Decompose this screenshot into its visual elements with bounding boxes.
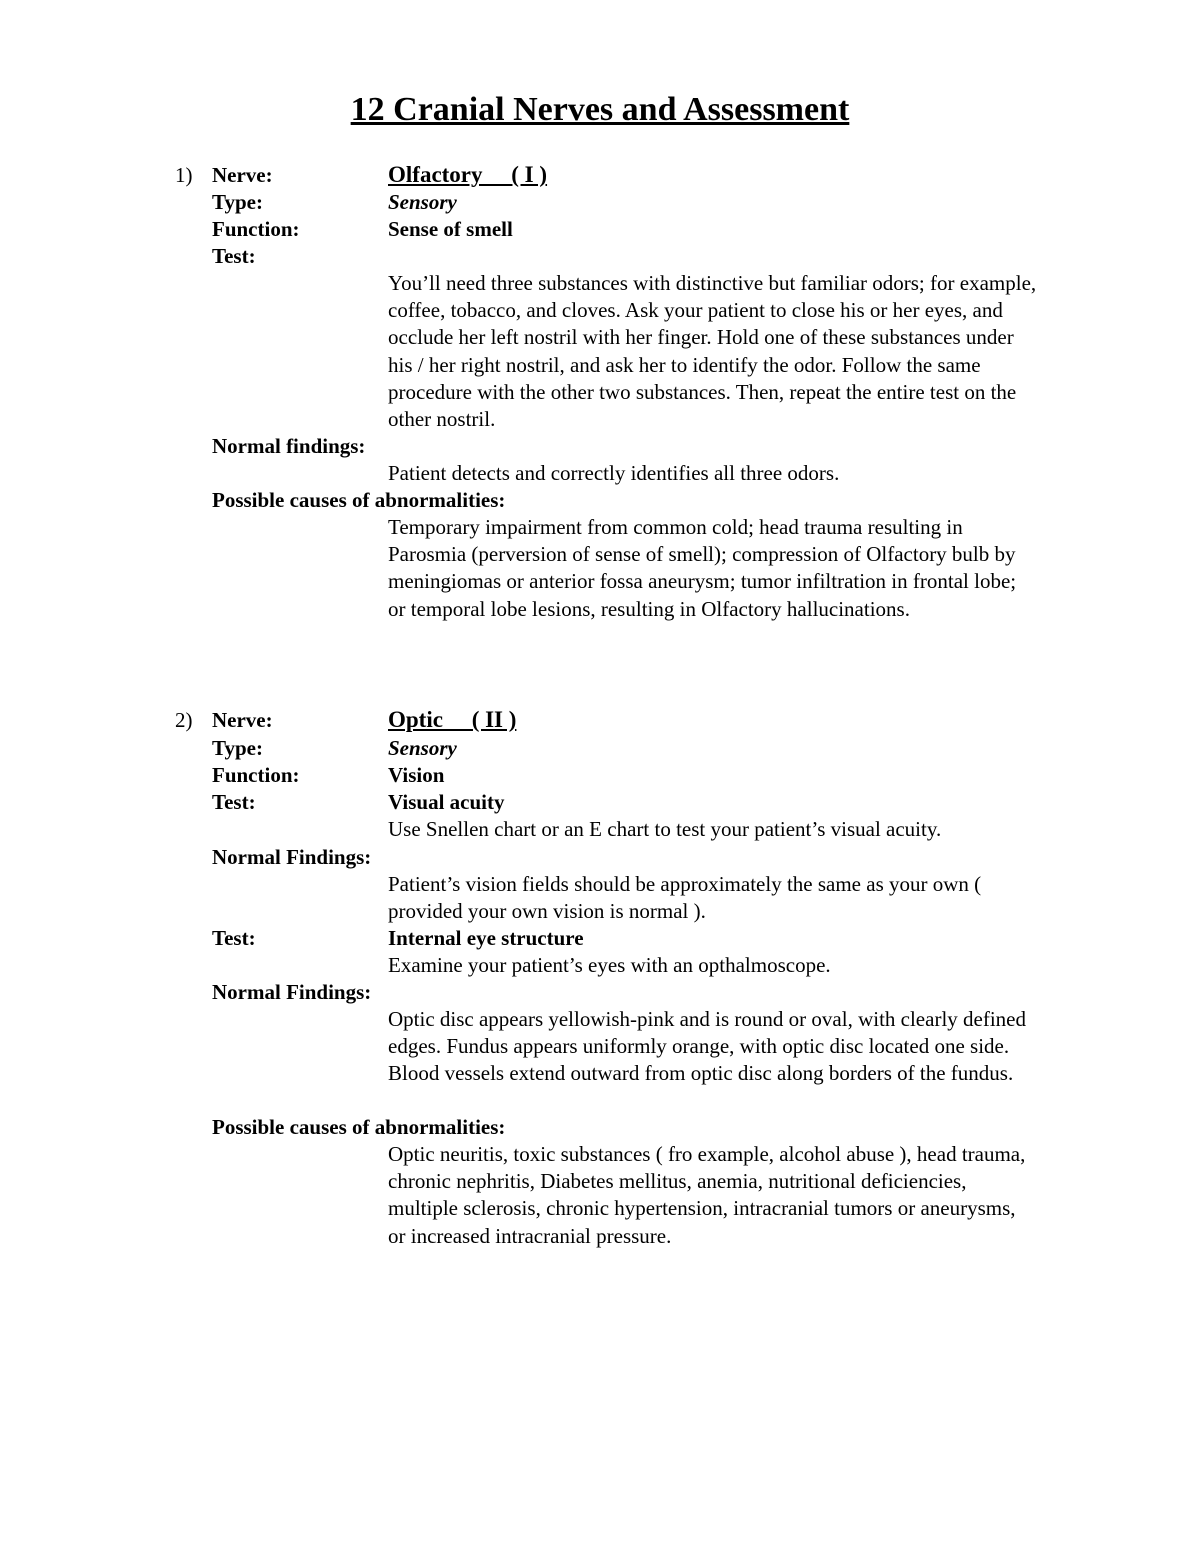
test-title: Visual acuity	[388, 790, 505, 814]
test-label: Test:	[212, 926, 256, 950]
function-value: Sense of smell	[388, 217, 513, 241]
page-title: 12 Cranial Nerves and Assessment	[350, 91, 850, 128]
nerve-number: 2)	[175, 708, 193, 732]
possible-causes-text: Temporary impairment from common cold; head trauma resulting in Parosmia (perversion of sense of smell); compression of Olfactory bulb by meningiomas or anterior fossa aneurysm; tumor infiltration in frontal lobe; or temporal lobe lesions, resulting in Olfactory hallucinations.	[388, 515, 1017, 621]
test-description: Use Snellen chart or an E chart to test your patient’s visual acuity.	[388, 817, 942, 841]
function-value: Vision	[388, 763, 445, 787]
possible-causes-label: Possible causes of abnormalities:	[212, 1115, 506, 1139]
normal-findings-text: Patient’s vision fields should be approximately the same as your own ( provided your own vision is normal ).	[388, 872, 982, 924]
type-value: Sensory	[388, 736, 457, 760]
normal-findings-label: Normal Findings:	[212, 845, 372, 869]
test-label: Test:	[212, 244, 256, 268]
test-description: You’ll need three substances with distinctive but familiar odors; for example, coffee, tobacco, and cloves. Ask your patient to close his or her eyes, and occlude her left nostril with her finger. Hold one of these substances under his / her right nostril, and ask her to identify the odor. Follow the same procedure with the other two substances. Then, repeat the entire test on the other nostril.	[388, 271, 1037, 432]
nerve-name: Olfactory ( I )	[388, 162, 548, 187]
type-label: Type:	[212, 190, 263, 214]
test-description: Examine your patient’s eyes with an opthalmoscope.	[388, 953, 831, 977]
normal-findings-text: Optic disc appears yellowish-pink and is round or oval, with clearly defined edges. Fundus appears uniformly orange, with optic disc located one side. Blood vessels extend outward from optic disc along borders of the fundus.	[388, 1007, 1026, 1086]
nerve-label: Nerve:	[212, 163, 273, 187]
type-label: Type:	[212, 736, 263, 760]
function-label: Function:	[212, 217, 300, 241]
function-label: Function:	[212, 763, 300, 787]
normal-findings-text: Patient detects and correctly identifies all three odors.	[388, 461, 840, 485]
possible-causes-text: Optic neuritis, toxic substances ( fro example, alcohol abuse ), head trauma, chronic nephritis, Diabetes mellitus, anemia, nutritional deficiencies, multiple sclerosis, chronic hypertension, intracranial tumors or aneurysms, or increased intracranial pressure.	[388, 1142, 1026, 1248]
type-value: Sensory	[388, 190, 457, 214]
nerve-label: Nerve:	[212, 708, 273, 732]
test-label: Test:	[212, 790, 256, 814]
nerve-name: Optic ( II )	[388, 707, 517, 732]
normal-findings-label: Normal Findings:	[212, 980, 372, 1004]
nerve-number: 1)	[175, 163, 193, 187]
possible-causes-label: Possible causes of abnormalities:	[212, 488, 506, 512]
normal-findings-label: Normal findings:	[212, 434, 366, 458]
test-title: Internal eye structure	[388, 926, 584, 950]
